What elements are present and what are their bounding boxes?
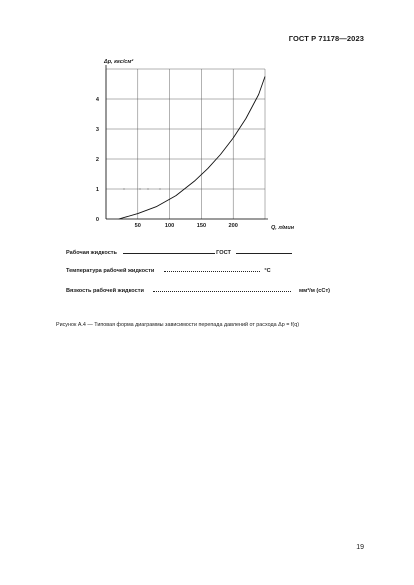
working-fluid-label: Рабочая жидкость (66, 250, 117, 256)
temperature-line (66, 266, 271, 274)
page-number: 19 (356, 544, 364, 551)
scan-dot-mark (148, 189, 149, 190)
chart-x-axis-label: Q, л/мин (271, 225, 295, 231)
viscosity-label: Вязкость рабочей жидкости (66, 288, 144, 294)
temperature-field[interactable] (164, 266, 260, 272)
x-tick-label: 50 (134, 223, 141, 229)
y-tick-label: 3 (95, 127, 99, 133)
figure-caption: Рисунок А.4 — Типовая форма диаграммы зависимости перепада давлений от расхода Δp = f(q) (56, 322, 299, 328)
series-curve (119, 77, 265, 220)
chart-tick-labels (96, 97, 238, 229)
temperature-label: Температура рабочей жидкости (66, 268, 155, 274)
temperature-unit: °C (264, 268, 271, 274)
y-tick-label: 2 (95, 157, 99, 163)
chart-grid (106, 69, 265, 219)
working-fluid-field[interactable] (123, 248, 215, 254)
gost-field[interactable] (236, 248, 292, 254)
gost-label: ГОСТ (216, 250, 231, 256)
viscosity-unit: мм²/м (сСт) (299, 288, 331, 294)
chart-series (119, 77, 265, 220)
viscosity-line (66, 286, 330, 294)
chart-axes (106, 65, 268, 219)
x-tick-label: 100 (164, 223, 175, 229)
y-tick-label: 0 (95, 217, 99, 223)
y-tick-label: 1 (95, 187, 99, 193)
x-tick-label: 200 (228, 223, 238, 229)
working-fluid-line (66, 248, 292, 256)
scan-dot-mark (140, 189, 141, 190)
scan-dot-mark (124, 189, 125, 190)
viscosity-field[interactable] (153, 286, 291, 292)
x-tick-label: 150 (196, 223, 207, 229)
document-header: ГОСТ Р 71178—2023 (288, 34, 364, 43)
chart-y-axis-label: Δp, кгс/см² (104, 59, 134, 65)
scan-dot-mark (160, 189, 161, 190)
y-tick-label: 4 (95, 97, 99, 103)
